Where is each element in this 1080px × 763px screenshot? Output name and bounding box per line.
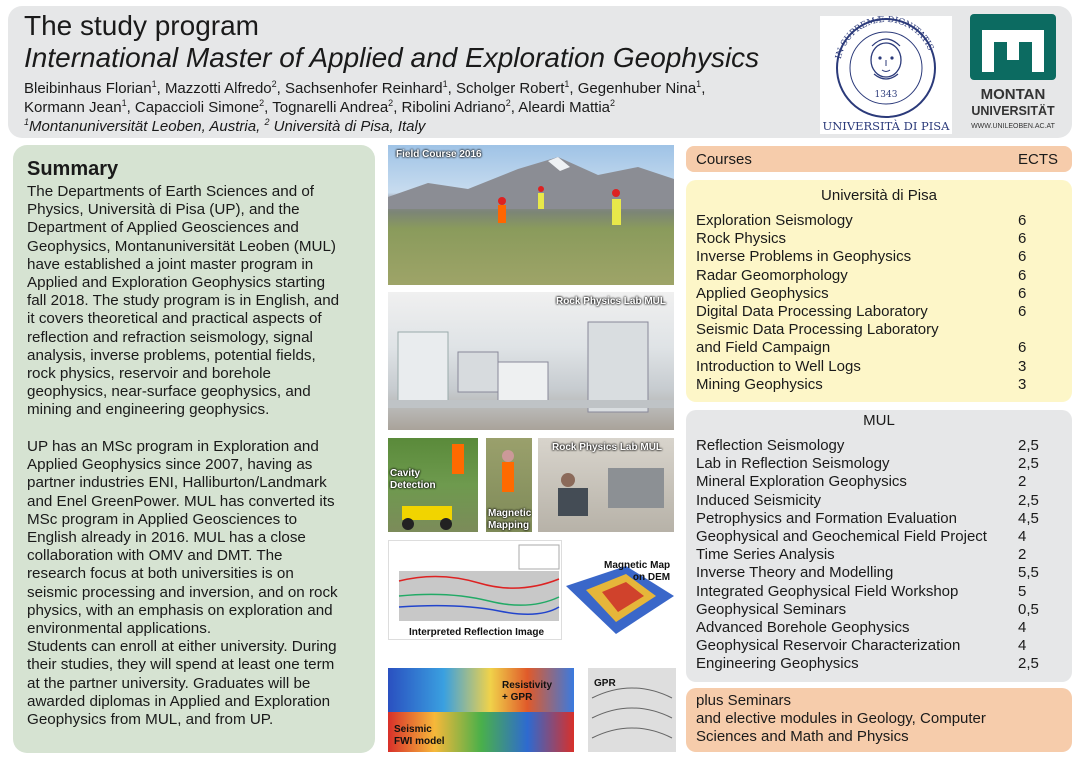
author: Scholger Robert: [455, 80, 565, 97]
pisa-seal-text: IN SUPREMÆ DIGNITATIS: [833, 16, 936, 61]
pisa-course-list: [696, 212, 1066, 394]
author: Aleardi Mattia: [518, 99, 611, 116]
list-item: Inverse Theory and Modelling 5,5: [696, 564, 1039, 582]
gpr-label: GPR: [594, 678, 616, 689]
list-item: Mining Geophysics 3: [696, 375, 1027, 393]
poster-title: The study program: [24, 10, 259, 41]
resistivity-label: Resistivity + GPR: [502, 680, 553, 703]
list-item: Lab in Reflection Seismology 2,5: [696, 455, 1039, 473]
pisa-name: UNIVERSITÀ DI PISA: [822, 119, 950, 133]
author: Sachsenhofer Reinhard: [285, 80, 443, 97]
list-item: Seismic Data Processing Laboratory and Field Campaign 6: [696, 321, 1027, 357]
list-item: Exploration Seismology 6: [696, 212, 1027, 229]
svg-text:IN SUPREMÆ DIGNITATIS: [834, 16, 935, 60]
list-item: Induced Seismicity 2,5: [696, 491, 1039, 509]
pisa-title: Università di Pisa: [821, 187, 937, 204]
list-item: Engineering Geophysics 2,5: [696, 655, 1039, 673]
courses-header: Courses: [696, 151, 752, 168]
magnetic-map-label: Magnetic Map on DEM: [604, 560, 671, 583]
fwi-label: Seismic FWI model: [394, 724, 445, 747]
resistivity-gpr-image: [388, 668, 574, 712]
author: Gegenhuber Nina: [577, 80, 697, 97]
gpr-image: [588, 668, 676, 752]
author: Tognarelli Andrea: [272, 99, 389, 116]
pisa-year: 1343: [874, 90, 898, 100]
rock-lab-label-2: Rock Physics Lab MUL: [552, 442, 663, 453]
reflection-label: Interpreted Reflection Image: [409, 627, 545, 638]
mu-line1: MONTAN: [980, 86, 1046, 103]
list-item: Digital Data Processing Laboratory 6: [696, 303, 1027, 321]
list-item: Time Series Analysis 2: [696, 546, 1027, 564]
list-item: Integrated Geophysical Field Workshop 5: [696, 582, 1027, 600]
authors-line-2: Kormann Jean$^1$, Capaccioli Simone$^2$, Tognarelli Andrea$^2$, Ribolini Adriano$^2$, Aleardi Mattia$^2$: [24, 98, 616, 116]
montanuniversitaet-logo: [968, 14, 1058, 134]
reflection-image: [388, 540, 562, 640]
magnetic-mapping-label: Magnetic Mapping: [488, 508, 532, 531]
cavity-label: Cavity Detection: [390, 468, 436, 491]
mul-title: MUL: [863, 412, 895, 429]
field-course-photo: [388, 145, 674, 285]
list-item: Geophysical Seminars 0,5: [696, 600, 1039, 618]
list-item: Geophysical and Geochemical Field Project 4: [696, 528, 1027, 546]
author: Ribolini Adriano: [401, 99, 506, 116]
mu-url: WWW.UNILEOBEN.AC.AT: [971, 123, 1055, 130]
author: Mazzotti Alfredo: [164, 80, 272, 97]
author: Bleibinhaus Florian: [24, 80, 152, 97]
electives-line-1: plus Seminars: [696, 692, 792, 709]
author: Capaccioli Simone: [134, 99, 260, 116]
list-item: Petrophysics and Formation Evaluation 4,5: [696, 509, 1039, 527]
authors-line-1: Bleibinhaus Florian$^1$, Mazzotti Alfredo$^2$, Sachsenhofer Reinhard$^1$, Scholger Robert$^1$, Gegenhuber Nina$^1$,: [24, 79, 706, 97]
electives-line-3: Sciences and Math and Physics: [696, 728, 909, 745]
mul-course-list: [696, 437, 1066, 674]
list-item: Mineral Exploration Geophysics 2: [696, 473, 1027, 491]
rock-lab-label-1: Rock Physics Lab MUL: [555, 296, 666, 307]
mu-line2: UNIVERSITÄT: [971, 104, 1055, 118]
field-course-label: Field Course 2016: [396, 149, 482, 160]
list-item: Reflection Seismology 2,5: [696, 437, 1039, 454]
list-item: Inverse Problems in Geophysics 6: [696, 248, 1027, 266]
summary-paragraph-2: UP has an MSc program in Exploration and Applied Geophysics since 2007, having as partner industries ENI, Halliburton/Landmark and Enel GreenPower. MUL has converted its MSc program in Applied Geosciences to English already in 2016. MUL has a close collaboration with OMV and DMT. The research focus at both universities is on seismic processing and inversion, and on rock physics, with an emphasis on exploration and environmental applications. Students can enroll at either university. During their studies, they will spend at least one term at the partner university. Graduates will be awarded diplomas in Applied and Exploration Geophysics from MUL, and from UP.: [27, 438, 338, 729]
list-item: Geophysical Reservoir Characterization 4: [696, 637, 1027, 655]
summary-paragraph-1: The Departments of Earth Sciences and of Physics, Università di Pisa (UP), and the Department of Applied Geosciences and Geophysics, Montanuniversität Leoben (MUL) have established a joint master program in Applied and Exploration Geophysics starting fall 2018. The study program is in English, and it covers theoretical and practical aspects of reflection and refraction seismology, signal analysis, inverse problems, potential fields, rock physics, reservoir and borehole geophysics, near-surface geophysics, and mining and engineering geophysics.: [27, 183, 340, 419]
rock-physics-lab-photo: [388, 292, 674, 430]
list-item: Applied Geophysics 6: [696, 284, 1027, 302]
affiliations: $^1$Montanuniversität Leoben, Austria, $^2$ Università di Pisa, Italy: [24, 117, 426, 135]
cavity-detection-photo: [388, 438, 478, 532]
list-item: Advanced Borehole Geophysics 4: [696, 619, 1027, 637]
university-of-pisa-logo: [820, 16, 952, 134]
rock-physics-lab-photo-2: [538, 438, 674, 532]
list-item: Introduction to Well Logs 3: [696, 357, 1027, 375]
program-title: International Master of Applied and Exploration Geophysics: [24, 42, 760, 73]
magnetic-mapping-photo: [486, 438, 532, 532]
magnetic-map-image: [566, 556, 676, 640]
seismic-fwi-image: [388, 712, 574, 752]
list-item: Rock Physics 6: [696, 230, 1027, 248]
ects-header: ECTS: [1018, 151, 1059, 168]
summary-title: Summary: [27, 158, 119, 180]
author: Kormann Jean: [24, 99, 122, 116]
list-item: Radar Geomorphology 6: [696, 266, 1027, 284]
electives-line-2: and elective modules in Geology, Computer: [696, 710, 986, 727]
